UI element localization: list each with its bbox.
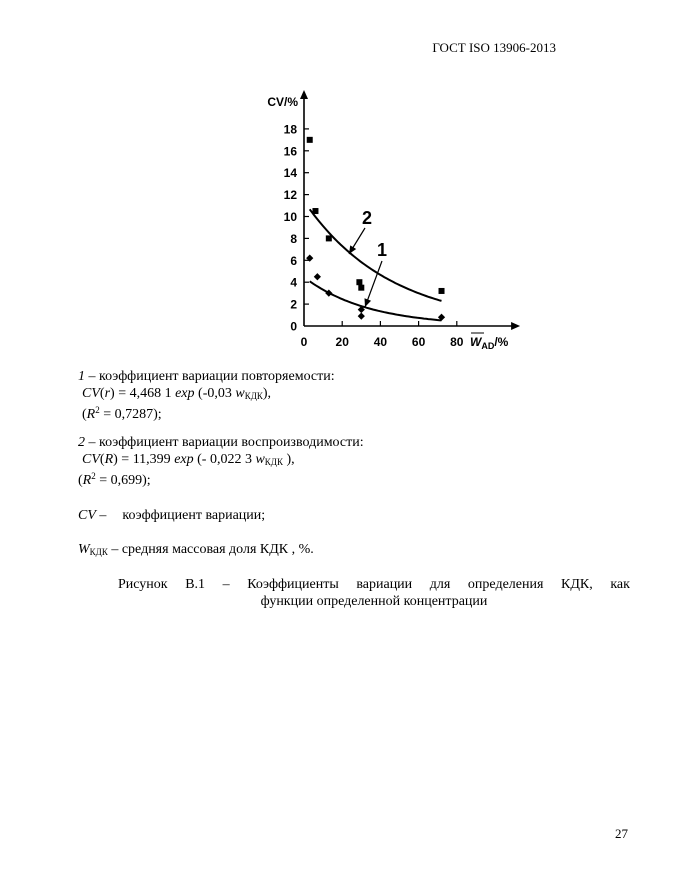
x-axis-arrow <box>511 322 520 330</box>
data-point-square <box>312 208 318 214</box>
fit-curve-2 <box>310 209 442 301</box>
data-point-diamond <box>314 273 321 280</box>
fit-curves <box>310 209 442 320</box>
curve-label-1: 1 <box>377 240 388 260</box>
x-tick-label: 60 <box>411 335 426 349</box>
y-axis-label: CV/% <box>267 95 298 110</box>
y-tick-label: 10 <box>283 210 297 224</box>
caption-line-1: Рисунок В.1 – Коэффициенты вариации для определения КДК, как <box>118 577 630 592</box>
caption-line-2: функции определенной концентрации <box>260 594 488 609</box>
data-point-square <box>326 235 332 241</box>
chart-ticks <box>284 122 464 349</box>
y-tick-label: 12 <box>283 188 297 203</box>
page-number: 27 <box>615 826 628 841</box>
legend-cv: CV – коэффициент вариации; <box>78 508 266 523</box>
y-tick-label: 14 <box>283 166 297 181</box>
legend-w: $W_{КДК}$ – средняя массовая доля КДК , %. <box>78 542 314 557</box>
x-tick-label: 20 <box>335 335 349 349</box>
x-tick-label: 80 <box>450 335 464 349</box>
y-tick-label: 6 <box>290 253 297 268</box>
data-points <box>306 137 445 321</box>
figure-caption <box>118 576 630 610</box>
y-tick-label: 16 <box>283 144 297 159</box>
fit-curve-1 <box>310 281 442 320</box>
y-tick-label: 4 <box>290 275 297 290</box>
legend-item-1-equation: CV(r) = 4,468 1 exp (-0,03 $w_{КДК}$), <box>82 386 272 401</box>
legend-item-1-desc: 1 – коэффициент вариации повторяемости: <box>78 369 335 384</box>
data-point-square <box>307 137 313 143</box>
x-axis-label: $W_{AD}/\%$ <box>470 335 509 351</box>
legend-item-1-r2: $(R^2 = 0,7287)$; <box>82 405 162 422</box>
legend-item-1-number: 1 <box>78 369 85 384</box>
document-header: ГОСТ ISO 13906-2013 <box>432 40 556 55</box>
x-tick-label: 0 <box>300 335 308 349</box>
data-point-diamond <box>358 313 365 320</box>
curve-2-arrow-head <box>349 245 356 254</box>
y-tick-label: 18 <box>283 122 297 137</box>
legend-item-2-equation: CV(R) = 11,399 exp (- 0,022 3 $w_{КДК}$ ), <box>82 452 295 467</box>
curve-label-2: 2 <box>362 208 373 228</box>
data-point-square <box>358 285 364 291</box>
y-tick-label: 0 <box>290 319 297 334</box>
y-axis-arrow <box>300 90 308 99</box>
data-point-square <box>356 279 362 285</box>
y-tick-label: 2 <box>290 297 297 312</box>
data-point-square <box>439 288 445 294</box>
curve-1-arrow-head <box>364 298 371 307</box>
cv-chart <box>0 0 680 360</box>
x-tick-label: 40 <box>373 335 388 349</box>
legend-item-2-desc: 2 – коэффициент вариации воспроизводимости: <box>78 435 364 450</box>
legend-item-2-r2: $(R^2 = 0,699)$; <box>78 471 151 488</box>
y-tick-label: 8 <box>290 231 297 246</box>
legend-item-2-number: 2 <box>78 435 85 450</box>
